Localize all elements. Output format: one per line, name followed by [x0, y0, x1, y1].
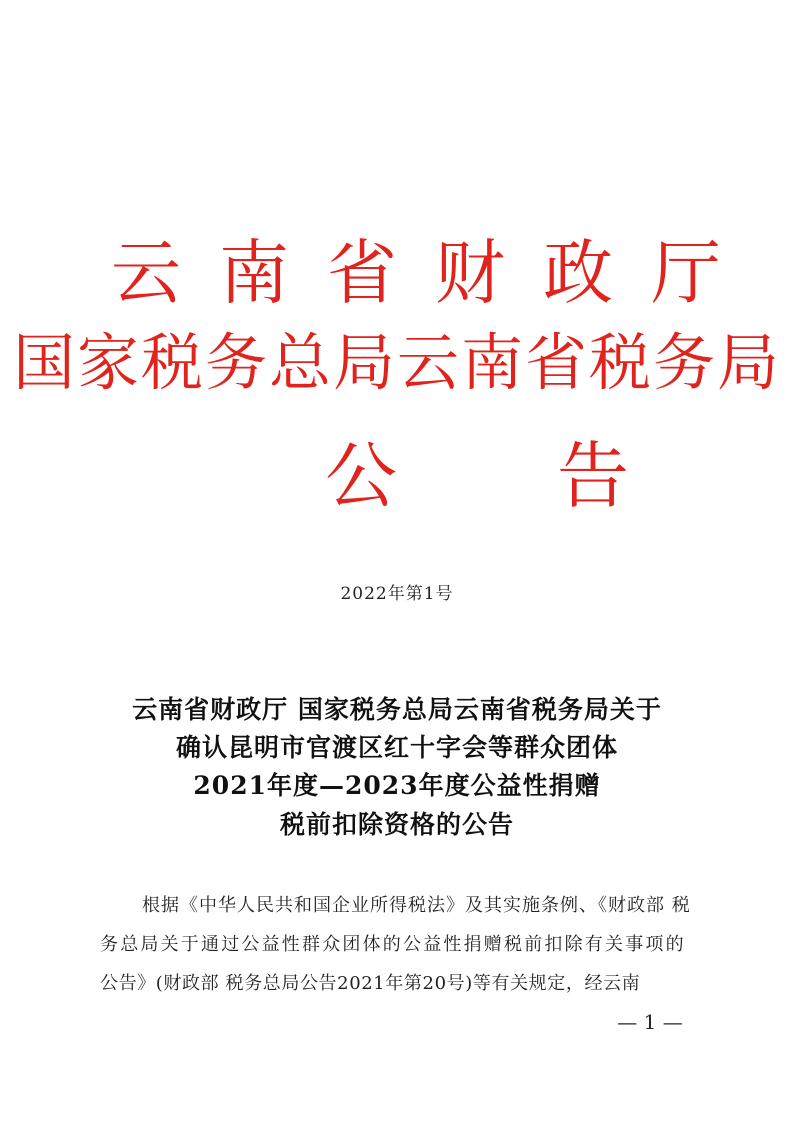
document-title-line-1: 云南省财政厅 国家税务总局云南省税务局关于 [132, 695, 662, 724]
document-title-line-2: 确认昆明市官渡区红十字会等群众团体 [175, 733, 618, 762]
page-number: — 1 — [617, 1010, 683, 1034]
document-title-line-3: 2021年度—2023年度公益性捐赠 [193, 771, 601, 800]
issuer-header-finance-department: 云南省财政厅 [111, 232, 759, 314]
body-text-line-1: 根据《中华人民共和国企业所得税法》及其实施条例、《财政部 税 [142, 895, 691, 916]
document-title-line-4: 税前扣除资格的公告 [279, 810, 514, 839]
issuer-header-tax-bureau: 国家税务总局云南省税务局 [12, 326, 781, 399]
document-type-header: 公告 [324, 434, 789, 518]
body-text-line-2: 务总局关于通过公益性群众团体的公益性捐赠税前扣除有关事项的 [100, 934, 686, 955]
document-number: 2022年第1号 [340, 584, 454, 604]
body-text-line-3: 公告》(财政部 税务总局公告2021年第20号)等有关规定，经云南 [100, 973, 641, 994]
